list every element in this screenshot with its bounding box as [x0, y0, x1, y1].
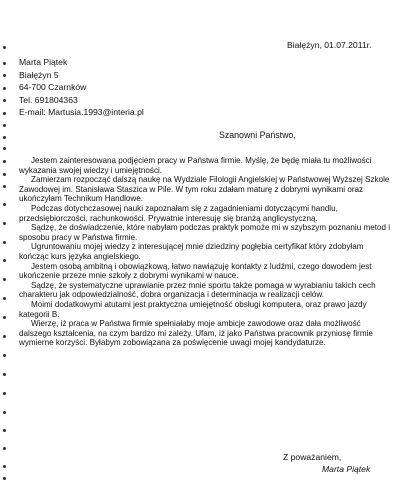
letter-paragraph: Wierzę, iż praca w Państwa firmie spełniałaby moje ambicje zawodowe oraz dała możliwość dalszego kształcenia, na czym bardzo mi zależy. Ufam, iż jako Państwa pracownik przyniosę firmie wymierne korzyści. Byłabym zobowiązana za poświęcenie uwagi mojej kandydaturze.: [19, 319, 373, 348]
margin-bullet: [3, 74, 6, 77]
letter-paragraph: Ugruntowaniu mojej wiedzy z interesującej mnie dziedziny pogłębia certyfikat który zdobyłam kończąc kurs języka angielskiego.: [19, 242, 364, 261]
margin-bullet: [3, 124, 6, 127]
letter-paragraph: Podczas dotychczasowej nauki zapoznałam się z zagadnieniami dotyczącymi handlu, przedsiębiorczości, rachunkowości. Prywatnie interesuję się branżą anglicystyczną.: [19, 203, 338, 223]
sender-email: E-mail: Martusia.1993@interia.pl: [19, 107, 144, 117]
letter-paragraph: Jestem osobą ambitną i obowiązkową, łatwo nawiązuję kontakty z ludźmi, czego dowodem jest ukończenie przeze mnie szkoły z dobrymi wynikami w nauce.: [19, 261, 372, 281]
letter-paragraph: Zamierzam rozpocząć dalszą naukę na Wydziale Filologii Angielskiej w Państwowej Wyższej Szkole Zawodowej im. Stanisława Staszica w Pile. W tym roku zdałam maturę z dobrymi wynikami oraz ukończyłam Technikum Handlowe.: [19, 175, 390, 204]
margin-bullet: [3, 477, 6, 480]
letter-paragraph: Moimi dodatkowymi atutami jest praktyczna umiejętność obsługi komputera, oraz prawo jazdy kategorii B.: [19, 299, 367, 319]
letter-paragraph: Sądzę, że doświadczenie, które nabyłam podczas praktyk pomoże mi w szybszym poznaniu metod i sposobu pracy w Państwa firmie.: [19, 223, 390, 242]
margin-bullet: [3, 147, 6, 150]
sender-street: Białężyn 5: [19, 69, 59, 80]
margin-bullet: [3, 222, 6, 225]
margin-bullet: [3, 392, 6, 395]
margin-bullet: [3, 373, 6, 376]
margin-bullet: [3, 447, 6, 450]
margin-bullet: [3, 99, 6, 102]
margin-bullet: [3, 173, 6, 176]
sender-postal: 64-700 Czarnków: [19, 82, 87, 92]
margin-bullet: [3, 465, 6, 468]
margin-bullet: [3, 259, 6, 262]
letter-paragraph: Jestem zainteresowana podjęciem pracy w Państwa firmie. Myślę, że będę miała tu możliwości wykazania swojej wiedzy i umiejętności.: [19, 156, 372, 175]
sender-phone: Tel. 691804363: [19, 94, 78, 105]
margin-bullet: [3, 278, 6, 281]
sender-block: [19, 56, 144, 119]
letter-signature: Marta Piątek: [322, 464, 371, 474]
letter-date: Białężyn, 01.07.2011r.: [287, 40, 372, 50]
margin-bullet: [3, 335, 6, 338]
margin-bullet: [3, 203, 6, 206]
margin-bullet: [3, 185, 6, 188]
margin-bullet: [3, 241, 6, 244]
margin-bullet: [3, 297, 6, 300]
letter-body: [19, 156, 395, 348]
margin-bullet: [3, 136, 6, 139]
margin-bullet: [3, 46, 6, 49]
margin-bullet: [3, 160, 6, 163]
letter-paragraph: Sądzę, że systematyczne uprawianie przez mnie sportu także pomaga w wyrabianiu takich cech charakteru jak odpowiedzialność, dobra organizacja i determinacja w realizacji celów.: [19, 280, 376, 300]
margin-bullet: [3, 62, 6, 65]
letter-greeting: Szanowni Państwo,: [219, 130, 296, 140]
margin-bullet: [3, 112, 6, 115]
margin-bullet: [3, 429, 6, 432]
margin-bullet: [3, 87, 6, 90]
margin-bullet: [3, 411, 6, 414]
margin-bullet: [3, 316, 6, 319]
margin-bullet: [3, 354, 6, 357]
sender-name: Marta Piątek: [19, 57, 68, 67]
letter-closing: Z poważaniem,: [283, 452, 342, 462]
